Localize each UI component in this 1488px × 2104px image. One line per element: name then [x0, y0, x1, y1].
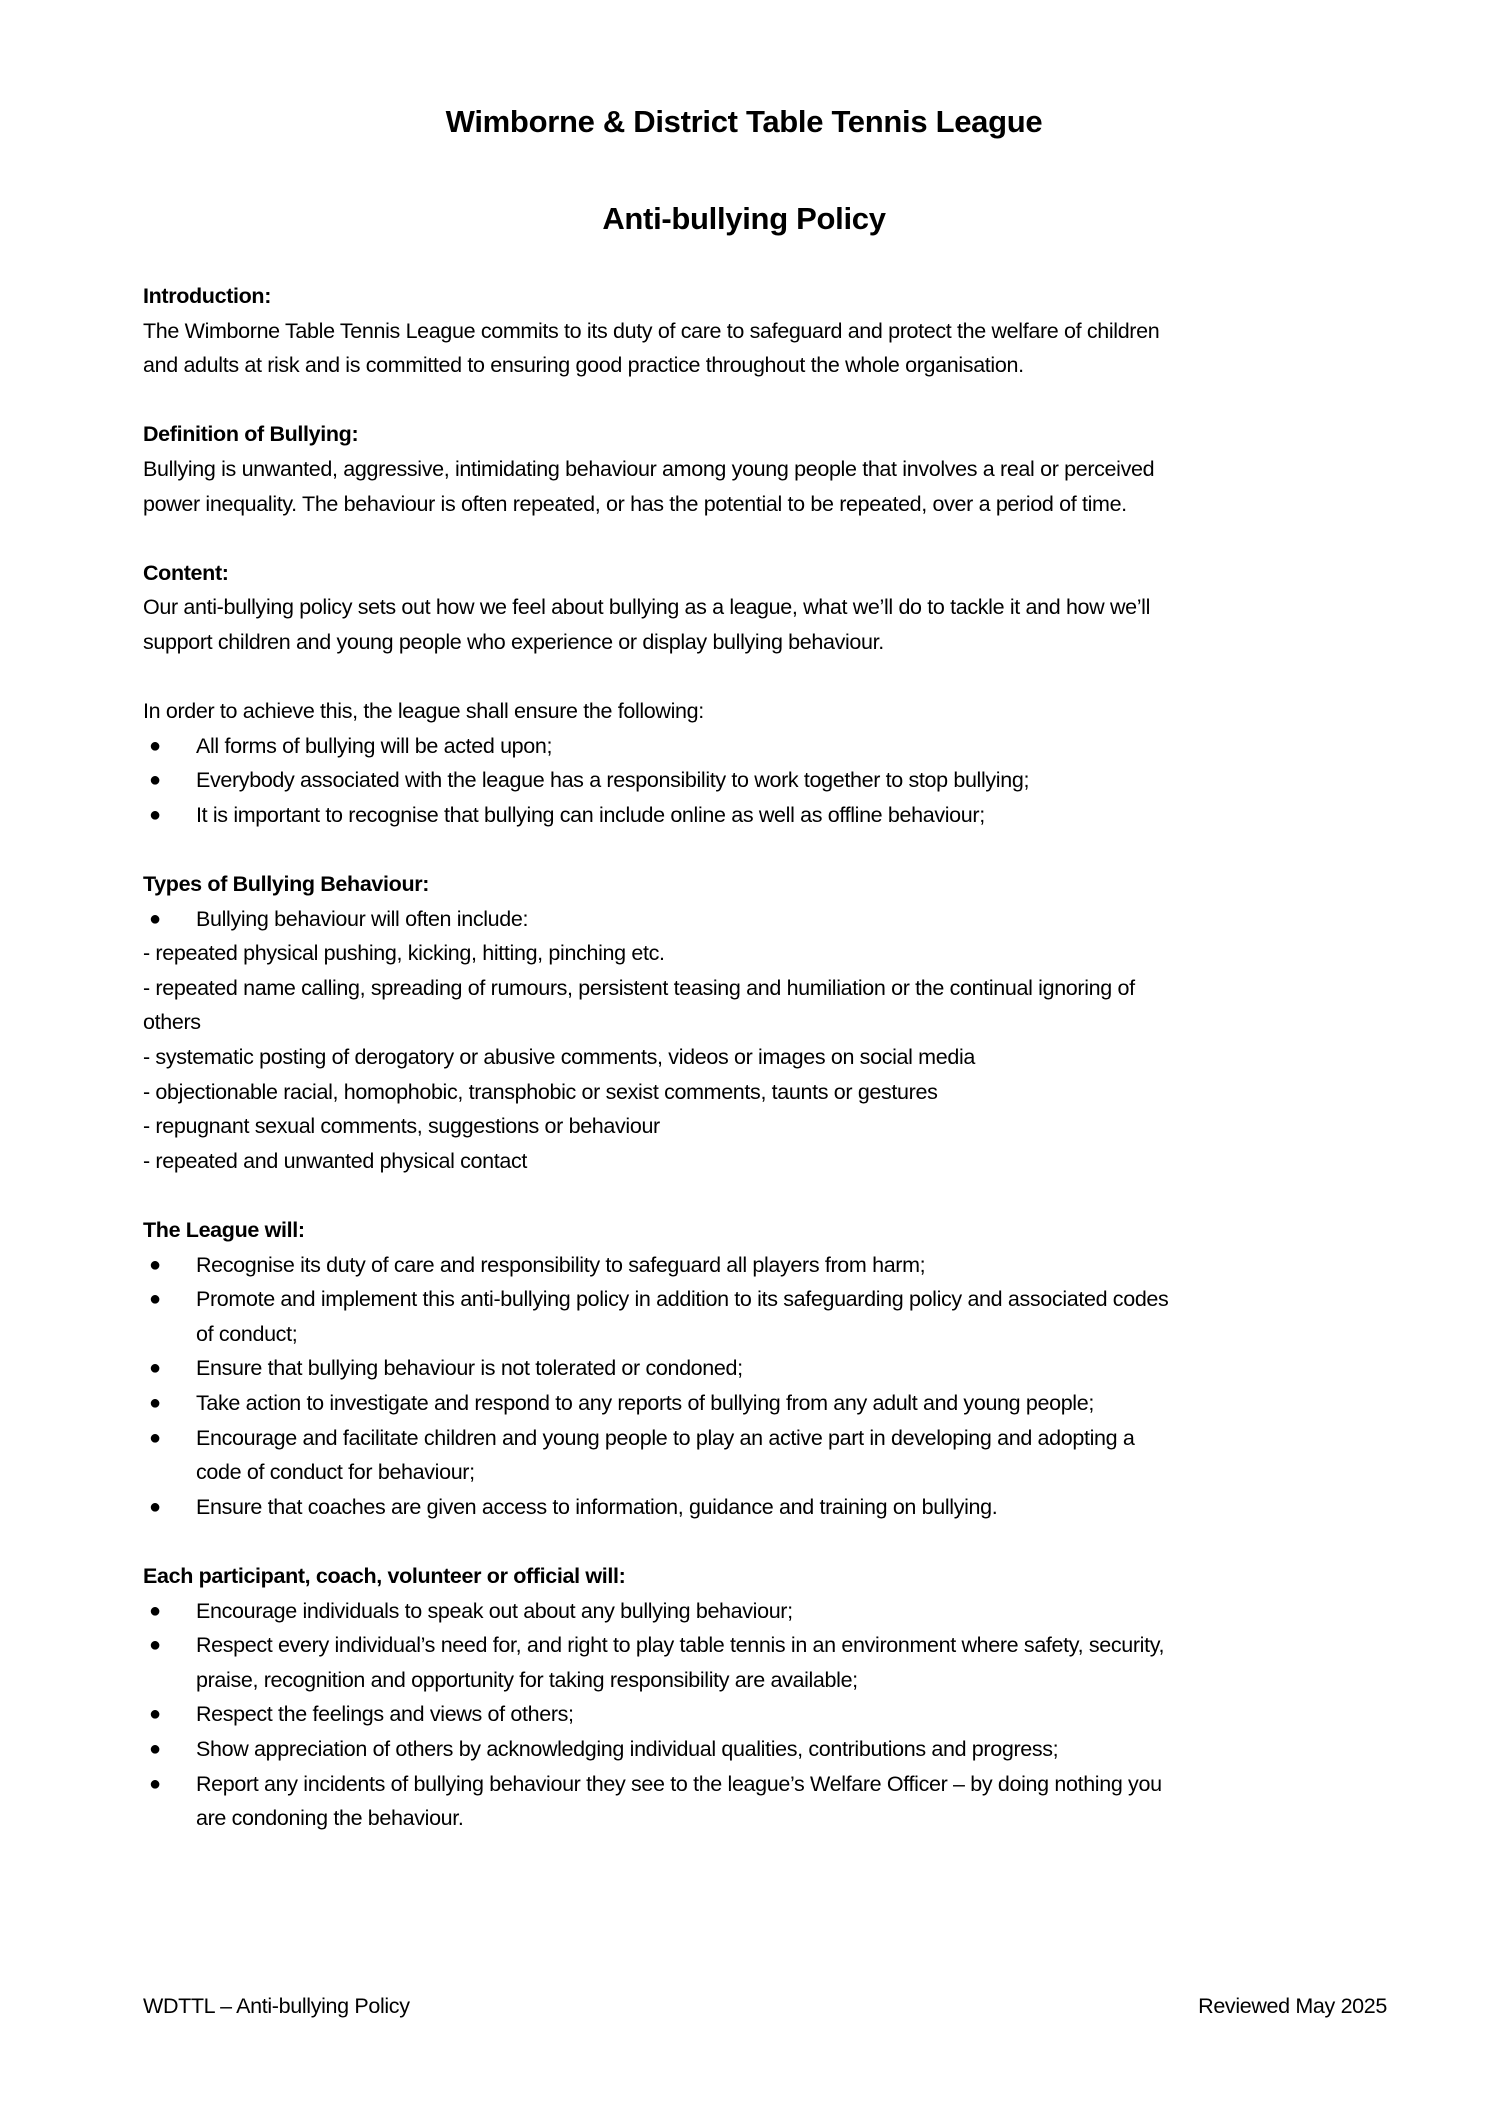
list-item: ● Promote and implement this anti-bullying policy in addition to its safeguarding policy and associated codes of conduct; — [143, 1282, 1403, 1351]
dash-item: others — [143, 1010, 201, 1035]
dash-item: - repeated and unwanted physical contact — [143, 1148, 528, 1173]
list-item: ● All forms of bullying will be acted upon; — [143, 729, 1403, 764]
list-item: ● Report any incidents of bullying behaviour they see to the league’s Welfare Officer – by doing nothing you are condoning the behaviour. — [143, 1767, 1403, 1836]
dash-item: - repeated physical pushing, kicking, hitting, pinching etc. — [143, 941, 665, 966]
section-heading: The League will: — [143, 1218, 305, 1243]
bullet-icon: ● — [149, 1426, 161, 1449]
list-item: ● Encourage and facilitate children and young people to play an active part in developing and adopting a code of conduct for behaviour; — [143, 1421, 1403, 1490]
bullet-icon: ● — [149, 1357, 161, 1380]
paragraph-line: support children and young people who experience or display bullying behaviour. — [143, 629, 884, 654]
section-heading: Introduction: — [143, 284, 271, 308]
bullet-icon: ● — [149, 1495, 161, 1518]
paragraph-line: The Wimborne Table Tennis League commits to its duty of care to safeguard and protect the welfare of children — [143, 318, 1160, 343]
bullet-icon: ● — [149, 734, 161, 757]
list-item: ● It is important to recognise that bullying can include online as well as offline behaviour; — [143, 798, 1403, 833]
bullet-icon: ● — [149, 1772, 161, 1795]
list-item: ● Show appreciation of others by acknowledging individual qualities, contributions and progress; — [143, 1732, 1403, 1767]
section-league-will — [143, 1213, 1403, 1524]
bullet-icon: ● — [149, 1634, 161, 1657]
document-subtitle: Anti-bullying Policy — [602, 201, 886, 236]
paragraph-line: Our anti-bullying policy sets out how we feel about bullying as a league, what we’ll do to tackle it and how we’ll — [143, 595, 1151, 620]
section-participants-will — [143, 1559, 1403, 1836]
list-item: ● Bullying behaviour will often include: — [143, 902, 1403, 937]
footer-document-name: WDTTL – Anti-bullying Policy — [143, 1994, 410, 2018]
bullet-icon: ● — [149, 1288, 161, 1311]
document-body — [143, 279, 1403, 1836]
document-title: Wimborne & District Table Tennis League — [445, 104, 1043, 139]
bullet-icon: ● — [149, 1737, 161, 1760]
list-item: ● Ensure that coaches are given access to information, guidance and training on bullying. — [143, 1490, 1403, 1525]
section-heading: Content: — [143, 560, 229, 585]
list-item: ● Encourage individuals to speak out about any bullying behaviour; — [143, 1594, 1403, 1629]
dash-item: - objectionable racial, homophobic, transphobic or sexist comments, taunts or gestures — [143, 1079, 938, 1104]
list-item: ● Respect every individual’s need for, and right to play table tennis in an environment where safety, security, praise, recognition and opportunity for taking responsibility are available; — [143, 1628, 1403, 1697]
paragraph-line: power inequality. The behaviour is often repeated, or has the potential to be repeated, over a period of time. — [143, 491, 1127, 516]
section-definition — [143, 417, 1403, 521]
dash-item: - systematic posting of derogatory or abusive comments, videos or images on social media — [143, 1045, 975, 1070]
list-item: ● Respect the feelings and views of others; — [143, 1697, 1403, 1732]
section-heading: Types of Bullying Behaviour: — [143, 872, 430, 897]
dash-item: - repugnant sexual comments, suggestions or behaviour — [143, 1114, 660, 1139]
footer-review-date: Reviewed May 2025 — [1198, 1994, 1387, 2018]
bullet-icon: ● — [149, 907, 161, 930]
section-heading: Definition of Bullying: — [143, 422, 359, 447]
bullet-icon: ● — [149, 1599, 161, 1622]
section-introduction — [143, 279, 1403, 383]
list-item: ● Everybody associated with the league has a responsibility to work together to stop bullying; — [143, 763, 1403, 798]
list-item: ● Recognise its duty of care and responsibility to safeguard all players from harm; — [143, 1248, 1403, 1283]
paragraph-line: and adults at risk and is committed to ensuring good practice throughout the whole organisation. — [143, 353, 1024, 378]
bullet-icon: ● — [149, 769, 161, 792]
list-item: ● Ensure that bullying behaviour is not tolerated or condoned; — [143, 1351, 1403, 1386]
list-item: ● Take action to investigate and respond to any reports of bullying from any adult and young people; — [143, 1386, 1403, 1421]
bullet-icon: ● — [149, 1703, 161, 1726]
dash-item: - repeated name calling, spreading of rumours, persistent teasing and humiliation or the continual ignoring of — [143, 975, 1135, 1000]
section-types — [143, 867, 1403, 1178]
paragraph-line: In order to achieve this, the league shall ensure the following: — [143, 699, 704, 724]
paragraph-line: Bullying is unwanted, aggressive, intimidating behaviour among young people that involves a real or perceived — [143, 456, 1155, 481]
section-heading: Each participant, coach, volunteer or official will: — [143, 1563, 626, 1588]
bullet-icon: ● — [149, 1253, 161, 1276]
page-footer — [143, 1994, 1387, 2019]
section-content — [143, 556, 1403, 833]
bullet-icon: ● — [149, 803, 161, 826]
bullet-icon: ● — [149, 1392, 161, 1414]
